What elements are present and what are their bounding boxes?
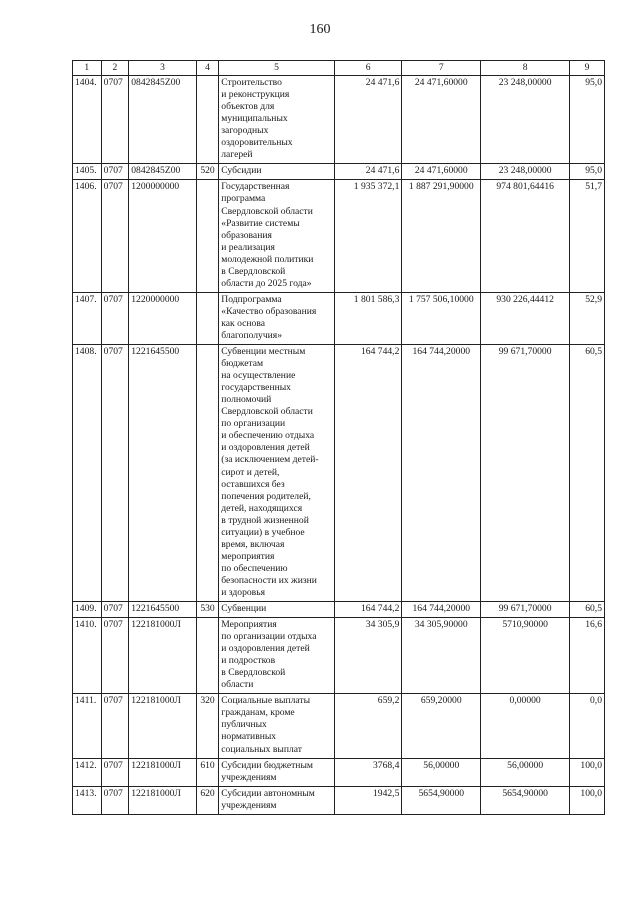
item-name-line: образования [221,229,272,241]
item-name-cell [219,345,335,602]
expense-type-cell [196,76,219,164]
expense-type-cell [196,618,219,694]
planned-amount-cell: 164 744,2 [334,345,402,602]
column-header: 1 [73,61,102,76]
expense-type-cell: 610 [196,758,219,786]
expense-type-cell: 620 [196,786,219,814]
item-name-line: в Свердловской [221,667,286,679]
refined-amount-cell: 1 887 291,90000 [402,180,481,292]
item-name-cell [219,292,335,344]
column-header: 3 [129,61,197,76]
target-code-cell: 1221645500 [129,345,197,602]
item-name-cell [219,758,335,786]
refined-amount-cell: 164 744,20000 [402,602,481,618]
item-name-line: Мероприятия [221,619,277,631]
executed-amount-cell: 5710,90000 [481,618,570,694]
item-name-line: Субсидии автономным [221,787,315,799]
refined-amount-cell: 5654,90000 [402,786,481,814]
section-code-cell: 0707 [101,292,129,344]
item-name-line: в Свердловской [221,265,286,277]
item-name-line: мероприятия [221,550,275,562]
expense-type-cell [196,345,219,602]
planned-amount-cell: 1942,5 [334,786,402,814]
item-name-line: области [221,679,254,691]
item-name-line: и подростков [221,655,276,667]
section-code-cell: 0707 [101,180,129,292]
column-header: 6 [334,61,402,76]
section-code-cell: 0707 [101,345,129,602]
column-header: 7 [402,61,481,76]
expense-type-cell: 520 [196,164,219,180]
planned-amount-cell: 659,2 [334,694,402,758]
item-name-line: оздоровительных [221,137,293,149]
item-name-line: Субсидии бюджетным [221,759,313,771]
executed-amount-cell: 5654,90000 [481,786,570,814]
section-code-cell: 0707 [101,164,129,180]
item-name-line: нормативных [221,731,277,743]
table-row [73,164,605,180]
item-name-line: Субвенции [221,603,267,615]
item-name-line: гражданам, кроме [221,707,295,719]
planned-amount-cell: 3768,4 [334,758,402,786]
item-name-line: области до 2025 года» [221,277,312,289]
refined-amount-cell: 56,00000 [402,758,481,786]
item-name-line: время, включая [221,538,285,550]
percent-cell: 100,0 [570,758,605,786]
executed-amount-cell: 23 248,00000 [481,164,570,180]
item-name-line: Подпрограмма [221,293,282,305]
percent-cell: 60,5 [570,602,605,618]
target-code-cell: 1221645500 [129,602,197,618]
item-name-cell [219,76,335,164]
item-name-line: и здоровья [221,586,266,598]
item-name-line: Строительство [221,77,282,89]
percent-cell: 0,0 [570,694,605,758]
item-name-line: Свердловской области [221,205,313,217]
item-name-line: по организации отдыха [221,631,317,643]
target-code-cell: 0842845Z00 [129,164,197,180]
percent-cell: 95,0 [570,164,605,180]
row-number-cell: 1410. [73,618,102,694]
target-code-cell: 122181000Л [129,694,197,758]
column-header: 2 [101,61,129,76]
item-name-line: полномочий [221,394,272,406]
item-name-line: на осуществление [221,370,296,382]
section-code-cell: 0707 [101,786,129,814]
section-code-cell: 0707 [101,758,129,786]
item-name-line: детей, находящихся [221,502,303,514]
item-name-line: муниципальных [221,113,288,125]
row-number-cell: 1404. [73,76,102,164]
item-name-line: и реконструкция [221,89,290,101]
item-name-line: учреждениям [221,771,277,783]
table-body [73,76,605,815]
item-name-line: загородных [221,125,269,137]
section-code-cell: 0707 [101,602,129,618]
table-row [73,618,605,694]
row-number-cell: 1406. [73,180,102,292]
planned-amount-cell: 1 935 372,1 [334,180,402,292]
refined-amount-cell: 24 471,60000 [402,164,481,180]
target-code-cell: 0842845Z00 [129,76,197,164]
item-name-line: публичных [221,719,267,731]
table-row [73,345,605,602]
percent-cell: 52,9 [570,292,605,344]
column-header: 4 [196,61,219,76]
item-name-line: объектов для [221,101,275,113]
row-number-cell: 1411. [73,694,102,758]
table-row [73,180,605,292]
refined-amount-cell: 164 744,20000 [402,345,481,602]
column-header: 9 [570,61,605,76]
executed-amount-cell: 930 226,44412 [481,292,570,344]
item-name-cell [219,786,335,814]
item-name-line: Свердловской области [221,406,313,418]
item-name-line: сирот и детей, [221,466,280,478]
planned-amount-cell: 164 744,2 [334,602,402,618]
table-row [73,786,605,814]
item-name-line: благополучия» [221,329,283,341]
item-name-line: Государственная [221,181,290,193]
item-name-cell [219,602,335,618]
item-name-cell [219,618,335,694]
item-name-line: как основа [221,317,265,329]
refined-amount-cell: 659,20000 [402,694,481,758]
target-code-cell: 1220000000 [129,292,197,344]
item-name-line: и обеспечению отдыха [221,430,315,442]
percent-cell: 16,6 [570,618,605,694]
item-name-cell [219,180,335,292]
target-code-cell: 1200000000 [129,180,197,292]
item-name-line: и оздоровления детей [221,643,310,655]
table-row [73,694,605,758]
section-code-cell: 0707 [101,694,129,758]
expense-type-cell [196,180,219,292]
item-name-line: оставшихся без [221,478,285,490]
expense-type-cell: 320 [196,694,219,758]
item-name-line: безопасности их жизни [221,574,317,586]
executed-amount-cell: 0,00000 [481,694,570,758]
item-name-line: государственных [221,382,291,394]
column-header: 8 [481,61,570,76]
item-name-line: в трудной жизненной [221,514,309,526]
item-name-line: Субвенции местным [221,346,306,358]
budget-table [72,60,605,815]
row-number-cell: 1408. [73,345,102,602]
percent-cell: 95,0 [570,76,605,164]
table-row [73,758,605,786]
row-number-cell: 1413. [73,786,102,814]
row-number-cell: 1407. [73,292,102,344]
item-name-line: лагерей [221,149,253,161]
item-name-line: по организации [221,418,286,430]
section-code-cell: 0707 [101,618,129,694]
planned-amount-cell: 24 471,6 [334,76,402,164]
executed-amount-cell: 99 671,70000 [481,602,570,618]
table-row [73,602,605,618]
item-name-line: (за исключением детей- [221,454,319,466]
column-header: 5 [219,61,335,76]
item-name-line: социальных выплат [221,743,302,755]
table-row [73,76,605,164]
item-name-line: бюджетам [221,358,264,370]
executed-amount-cell: 99 671,70000 [481,345,570,602]
executed-amount-cell: 56,00000 [481,758,570,786]
item-name-line: по обеспечению [221,562,288,574]
target-code-cell: 122181000Л [129,758,197,786]
expense-type-cell: 530 [196,602,219,618]
item-name-line: учреждениям [221,799,277,811]
item-name-cell [219,164,335,180]
planned-amount-cell: 34 305,9 [334,618,402,694]
row-number-cell: 1405. [73,164,102,180]
target-code-cell: 122181000Л [129,618,197,694]
item-name-line: «Качество образования [221,305,317,317]
item-name-line: Субсидии [221,165,262,177]
page-number: 160 [309,22,331,37]
item-name-line: попечения родителей, [221,490,311,502]
planned-amount-cell: 24 471,6 [334,164,402,180]
row-number-cell: 1412. [73,758,102,786]
refined-amount-cell: 24 471,60000 [402,76,481,164]
table-header-row [73,61,605,76]
item-name-line: и реализация [221,241,275,253]
row-number-cell: 1409. [73,602,102,618]
refined-amount-cell: 34 305,90000 [402,618,481,694]
percent-cell: 100,0 [570,786,605,814]
executed-amount-cell: 974 801,64416 [481,180,570,292]
planned-amount-cell: 1 801 586,3 [334,292,402,344]
item-name-line: «Развитие системы [221,217,300,229]
item-name-line: программа [221,193,266,205]
percent-cell: 51,7 [570,180,605,292]
item-name-line: Социальные выплаты [221,695,311,707]
item-name-line: ситуации) в учебное [221,526,305,538]
section-code-cell: 0707 [101,76,129,164]
table-row [73,292,605,344]
executed-amount-cell: 23 248,00000 [481,76,570,164]
item-name-line: молодежной политики [221,253,314,265]
expense-type-cell [196,292,219,344]
percent-cell: 60,5 [570,345,605,602]
item-name-cell [219,694,335,758]
target-code-cell: 122181000Л [129,786,197,814]
refined-amount-cell: 1 757 506,10000 [402,292,481,344]
item-name-line: и оздоровления детей [221,442,310,454]
